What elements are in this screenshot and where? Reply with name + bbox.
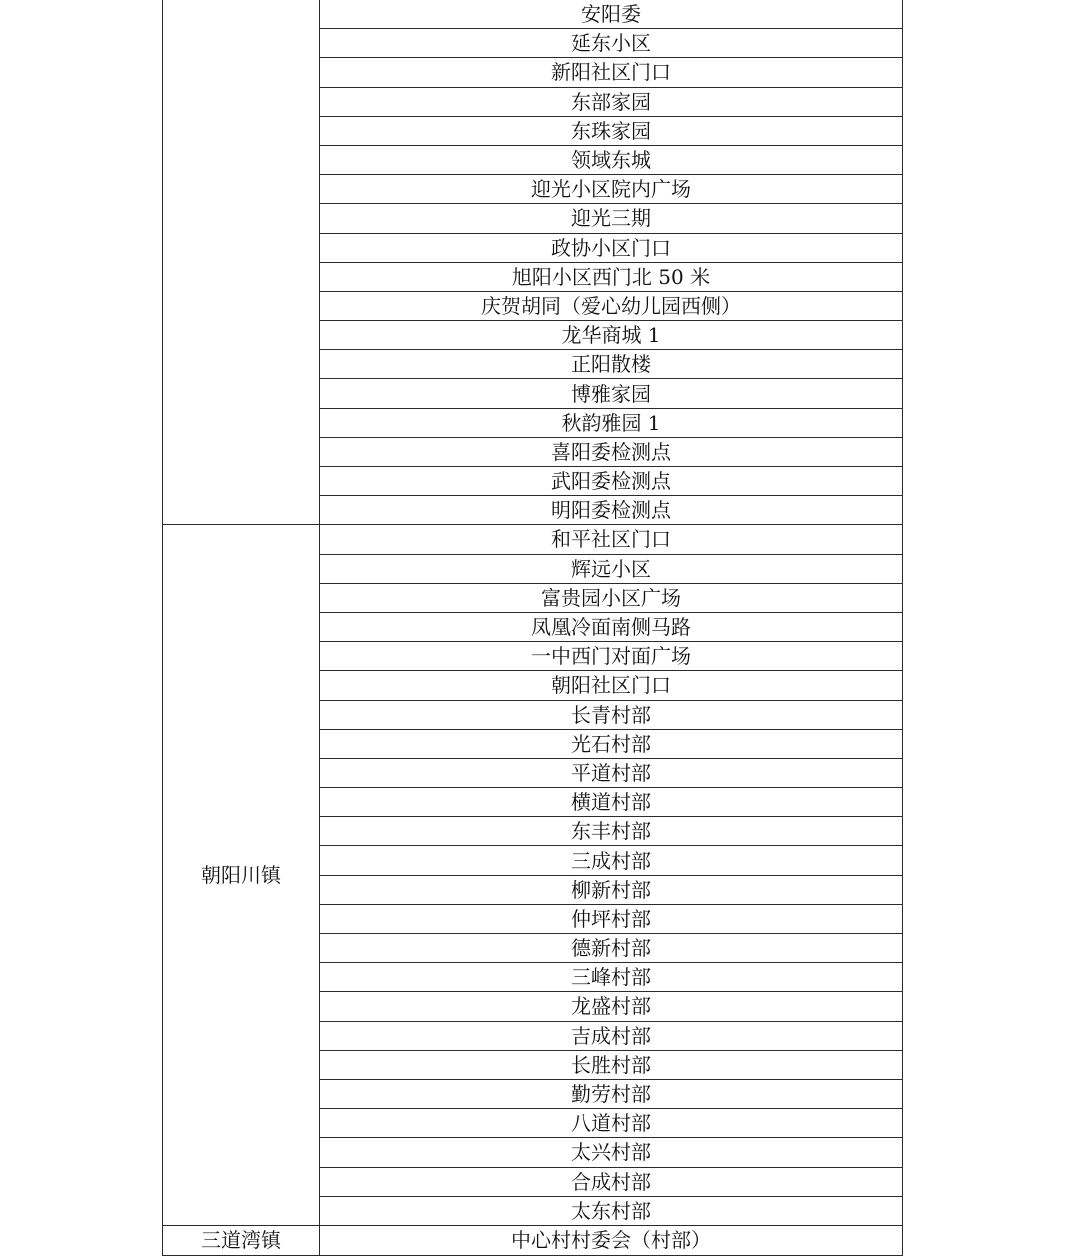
- site-cell: 延东小区: [320, 29, 903, 58]
- site-cell: 富贵园小区广场: [320, 583, 903, 612]
- site-cell: 秋韵雅园 1: [320, 408, 903, 437]
- site-cell: 东部家园: [320, 87, 903, 116]
- site-cell: 八道村部: [320, 1109, 903, 1138]
- site-cell: 东珠家园: [320, 116, 903, 145]
- site-cell: 明阳委检测点: [320, 496, 903, 525]
- site-cell: 正阳散楼: [320, 350, 903, 379]
- site-cell: 长青村部: [320, 700, 903, 729]
- site-cell: 勤劳村部: [320, 1079, 903, 1108]
- site-cell: 平道村部: [320, 758, 903, 787]
- site-cell: 太兴村部: [320, 1138, 903, 1167]
- table-row: [163, 1225, 903, 1255]
- site-cell: 辉远小区: [320, 554, 903, 583]
- site-cell: 一中西门对面广场: [320, 642, 903, 671]
- site-cell: 政协小区门口: [320, 233, 903, 262]
- site-cell: 博雅家园: [320, 379, 903, 408]
- site-cell: 东丰村部: [320, 817, 903, 846]
- site-cell: 武阳委检测点: [320, 467, 903, 496]
- site-cell: 吉成村部: [320, 1021, 903, 1050]
- site-cell: 三成村部: [320, 846, 903, 875]
- table-body: [163, 0, 903, 1255]
- site-cell: 德新村部: [320, 934, 903, 963]
- site-cell: 三峰村部: [320, 963, 903, 992]
- site-cell: 合成村部: [320, 1167, 903, 1196]
- site-cell: 凤凰冷面南侧马路: [320, 612, 903, 641]
- table-row: [163, 0, 903, 29]
- site-cell: 横道村部: [320, 788, 903, 817]
- site-cell: 长胜村部: [320, 1050, 903, 1079]
- site-cell: 龙盛村部: [320, 992, 903, 1021]
- testing-sites-table: [162, 0, 903, 1256]
- town-cell: 三道湾镇: [163, 1225, 320, 1255]
- site-cell: 龙华商城 1: [320, 321, 903, 350]
- table-row: [163, 525, 903, 554]
- site-cell: 朝阳社区门口: [320, 671, 903, 700]
- site-cell: 领域东城: [320, 145, 903, 174]
- site-cell: 太东村部: [320, 1196, 903, 1225]
- site-cell: 安阳委: [320, 0, 903, 29]
- site-cell: 庆贺胡同（爱心幼儿园西侧）: [320, 291, 903, 320]
- site-cell: 迎光小区院内广场: [320, 175, 903, 204]
- site-cell: 喜阳委检测点: [320, 437, 903, 466]
- site-cell: 仲坪村部: [320, 904, 903, 933]
- site-cell: 新阳社区门口: [320, 58, 903, 87]
- site-cell: 中心村村委会（村部）: [320, 1225, 903, 1255]
- site-cell: 和平社区门口: [320, 525, 903, 554]
- town-cell: [163, 0, 320, 525]
- site-cell: 光石村部: [320, 729, 903, 758]
- site-cell: 旭阳小区西门北 50 米: [320, 262, 903, 291]
- town-cell: 朝阳川镇: [163, 525, 320, 1226]
- site-cell: 迎光三期: [320, 204, 903, 233]
- site-cell: 柳新村部: [320, 875, 903, 904]
